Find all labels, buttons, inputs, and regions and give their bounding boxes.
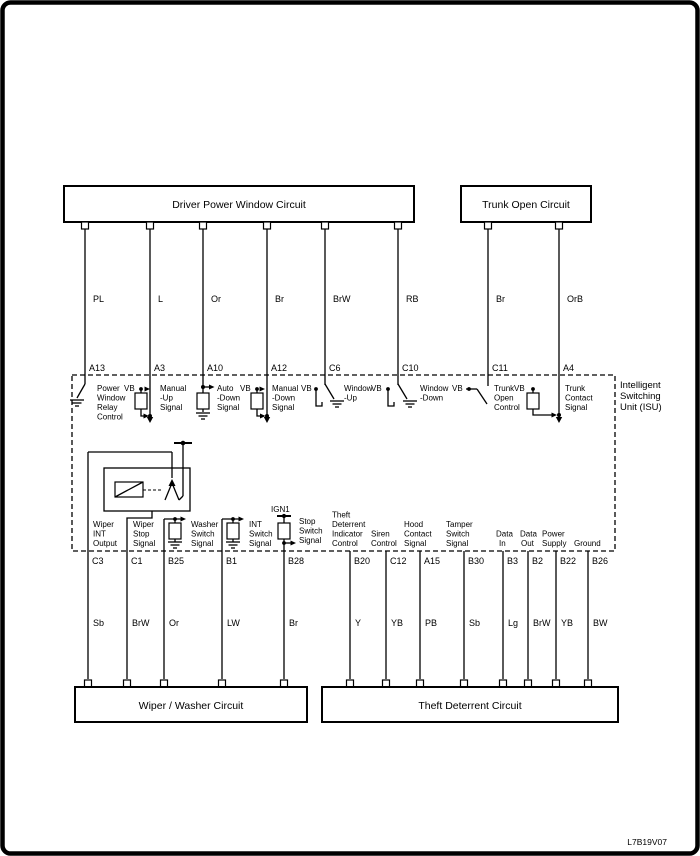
- driver-power-window-title: Driver Power Window Circuit: [172, 199, 306, 211]
- top-wire-a12: [240, 229, 298, 423]
- connector-pin: [417, 680, 424, 687]
- signal-label-line: Signal: [446, 539, 469, 548]
- bottom-wire-c3: [85, 452, 118, 687]
- connector-pin: [264, 222, 271, 229]
- signal-label-line: Wiper: [133, 520, 154, 529]
- signal-label-line: Window: [420, 384, 449, 393]
- signal-label-line: Signal: [217, 403, 240, 412]
- connector-pin: [553, 680, 560, 687]
- ign1-label: IGN1: [271, 505, 290, 514]
- connector-pin: [525, 680, 532, 687]
- wire-color-label: Or: [169, 618, 179, 628]
- signal-label-line: Trunk: [494, 384, 515, 393]
- terminal-label: C11: [492, 363, 508, 373]
- vb-label: VB: [514, 384, 525, 393]
- terminal-label: C6: [329, 363, 341, 373]
- signal-label-line: Window: [344, 384, 373, 393]
- terminal-label: B28: [288, 556, 305, 566]
- signal-label-line: Control: [494, 403, 520, 412]
- signal-label-line: Switch: [446, 529, 470, 539]
- signal-label-line: Power: [97, 384, 120, 393]
- connector-pin: [395, 222, 402, 229]
- ground-icon: [403, 401, 417, 407]
- isu-label: [620, 380, 662, 413]
- signal-label-line: In: [499, 539, 506, 548]
- relay-contact-icon: [165, 479, 183, 500]
- signal-label-line: Output: [93, 539, 118, 548]
- top-wire-a10: [196, 229, 240, 419]
- signal-label-line: Signal: [272, 403, 295, 412]
- terminal-label: B25: [168, 556, 185, 566]
- wire-color-label: Br: [275, 294, 284, 304]
- signal-label-line: Window: [97, 393, 126, 403]
- vb-label: VB: [301, 384, 312, 393]
- switch-contact: [316, 389, 322, 406]
- connector-pin: [485, 222, 492, 229]
- isu-label-line: Switching: [620, 391, 661, 402]
- arrow-right-icon: [552, 413, 558, 418]
- junction-dot: [467, 387, 471, 391]
- wire-color-label: Sb: [93, 618, 105, 628]
- junction-dot: [557, 413, 561, 417]
- terminal-label: B2: [532, 556, 544, 566]
- terminal-label: C1: [131, 556, 143, 566]
- signal-label-line: Theft: [332, 510, 351, 520]
- signal-label-line: Ground: [574, 539, 601, 548]
- terminal-label: B20: [354, 556, 371, 566]
- signal-label-line: Control: [371, 539, 397, 548]
- connector-pin: [461, 680, 468, 687]
- wire-color-label: BrW: [132, 618, 150, 628]
- isu-label-line: Intelligent: [620, 380, 661, 391]
- signal-label-line: INT: [93, 529, 106, 539]
- vb-label: VB: [452, 384, 463, 393]
- theft-deterrent-circuit-box: [322, 687, 618, 722]
- bottom-wire-b2: [520, 530, 551, 688]
- terminal-label: A15: [424, 556, 441, 566]
- wire-color-label: Y: [355, 618, 362, 628]
- vb-label: VB: [371, 384, 382, 393]
- bottom-wire-a15: [404, 520, 440, 687]
- signal-label-line: Signal: [133, 539, 156, 548]
- arrow-right-icon: [181, 517, 187, 522]
- wire-color-label: PB: [425, 618, 438, 628]
- terminal-label: A10: [207, 363, 224, 373]
- wire-color-label: RB: [406, 294, 419, 304]
- bottom-wire-b30: [446, 520, 484, 687]
- wire-color-label: Sb: [469, 618, 481, 628]
- connector-pin: [147, 222, 154, 229]
- top-wire-c6: [301, 229, 373, 407]
- bottom-wire-b22: [542, 530, 576, 688]
- ground-icon: [196, 413, 210, 419]
- terminal-label: B3: [507, 556, 519, 566]
- signal-label-line: Wiper: [93, 520, 114, 529]
- signal-label-line: -Up: [344, 393, 357, 403]
- signal-label-line: Signal: [249, 539, 272, 548]
- wire-color-label: BrW: [533, 618, 551, 628]
- wire-color-label: YB: [561, 618, 574, 628]
- signal-label-line: Trunk: [565, 384, 586, 393]
- switch-icon: [398, 384, 407, 399]
- terminal-label: A13: [89, 363, 106, 373]
- signal-label-line: Open: [494, 393, 514, 403]
- signal-label-line: Washer: [191, 520, 219, 529]
- signal-label-line: Signal: [191, 539, 214, 548]
- wiper-washer-circuit-box: [75, 687, 307, 722]
- resistor-icon: [527, 393, 539, 409]
- signal-label-line: Out: [521, 539, 534, 548]
- vb-label: VB: [124, 384, 135, 393]
- connector-pin: [585, 680, 592, 687]
- isu-label-line: Unit (ISU): [620, 402, 662, 413]
- top-wire-a3: [124, 229, 186, 423]
- terminal-label: C10: [402, 363, 419, 373]
- signal-label-line: -Down: [272, 393, 296, 403]
- connector-pin: [383, 680, 390, 687]
- signal-label-line: Control: [332, 539, 358, 548]
- signal-label-line: Signal: [565, 403, 588, 412]
- signal-label-line: Indicator: [332, 529, 363, 539]
- switch-icon: [325, 384, 334, 399]
- connector-pin: [124, 680, 131, 687]
- signal-label-line: Relay: [97, 403, 118, 412]
- signal-label-line: -Up: [160, 393, 173, 403]
- arrow-down-icon: [556, 417, 562, 423]
- terminal-label: A3: [154, 363, 166, 373]
- connector-pin: [82, 222, 89, 229]
- relay-assembly: [88, 441, 192, 511]
- signal-label-line: Supply: [542, 539, 567, 548]
- resistor-icon: [135, 393, 147, 409]
- connector-pin: [322, 222, 329, 229]
- connector-pin: [85, 680, 92, 687]
- signal-label-line: INT: [249, 520, 262, 529]
- switch-contact: [388, 389, 394, 406]
- signal-label-line: Power: [542, 529, 565, 539]
- terminal-label: C12: [390, 556, 407, 566]
- ground-icon: [330, 401, 344, 407]
- signal-label-line: Deterrent: [332, 520, 366, 529]
- signal-label-line: Control: [97, 412, 123, 422]
- wire-color-label: Or: [211, 294, 221, 304]
- wire-color-label: Br: [496, 294, 505, 304]
- trunk-open-circuit-box: [461, 186, 591, 229]
- terminal-label: B1: [226, 556, 238, 566]
- bottom-wire-c12: [371, 530, 407, 688]
- signal-label-line: Stop: [133, 529, 150, 539]
- switch-icon: [477, 389, 487, 404]
- resistor-icon: [197, 393, 209, 409]
- wire: [533, 409, 553, 415]
- signal-label-line: Siren: [371, 529, 390, 539]
- arrow-right-icon: [239, 517, 245, 522]
- connector-pin: [281, 680, 288, 687]
- signal-label-line: -Down: [420, 393, 444, 403]
- signal-label-line: Hood: [404, 520, 424, 529]
- trunk-open-title: Trunk Open Circuit: [482, 199, 570, 211]
- bottom-wire-b28: [271, 505, 323, 687]
- top-wire-a4: [514, 229, 593, 423]
- terminal-label: B30: [468, 556, 485, 566]
- wire-color-label: Lg: [508, 618, 519, 628]
- connector-pin: [219, 680, 226, 687]
- terminal-label: B22: [560, 556, 577, 566]
- signal-label-line: Data: [496, 529, 513, 539]
- signal-label-line: Signal: [160, 403, 183, 412]
- top-wire-c10: [371, 229, 449, 407]
- arrow-right-icon: [291, 541, 297, 546]
- signal-label-line: Contact: [404, 529, 432, 539]
- arrow-right-icon: [209, 385, 215, 390]
- terminal-label: A4: [563, 363, 575, 373]
- arrow-right-icon: [145, 387, 151, 392]
- junction-dot: [265, 414, 269, 418]
- wire-color-label: OrB: [567, 294, 584, 304]
- connector-pin: [347, 680, 354, 687]
- resistor-icon: [169, 523, 181, 539]
- signal-label-line: Stop: [299, 517, 316, 526]
- terminal-label: B26: [592, 556, 609, 566]
- bottom-wire-b26: [574, 539, 608, 687]
- signal-label-line: Auto: [217, 384, 234, 393]
- resistor-icon: [278, 523, 290, 539]
- wire-color-label: LW: [227, 618, 240, 628]
- wire-color-label: Br: [289, 618, 298, 628]
- wire-color-label: L: [158, 294, 164, 304]
- signal-label-line: Switch: [191, 529, 215, 539]
- connector-pin: [161, 680, 168, 687]
- top-wire-a13: [70, 229, 126, 422]
- signal-label-line: Contact: [565, 393, 593, 403]
- theft-deterrent-title: Theft Deterrent Circuit: [418, 700, 522, 712]
- page-border-frame: [3, 3, 698, 854]
- signal-label-line: -Down: [217, 393, 241, 403]
- wire-color-label: PL: [93, 294, 105, 304]
- signal-label-line: Switch: [299, 526, 323, 536]
- signal-label-line: Manual: [272, 384, 299, 393]
- signal-label-line: Switch: [249, 529, 273, 539]
- ground-icon: [226, 542, 240, 548]
- wire-color-label: BrW: [333, 294, 351, 304]
- connector-pin: [200, 222, 207, 229]
- wire-color-label: YB: [391, 618, 404, 628]
- wiper-washer-title: Wiper / Washer Circuit: [138, 700, 244, 712]
- bottom-wire-b3: [496, 530, 518, 688]
- connector-pin: [500, 680, 507, 687]
- signal-label-line: Manual: [160, 384, 187, 393]
- connector-pin: [556, 222, 563, 229]
- terminal-label: A12: [271, 363, 288, 373]
- bottom-wire-b1: [219, 517, 273, 688]
- arrow-right-icon: [260, 387, 266, 392]
- signal-label-line: Data: [520, 529, 537, 539]
- signal-label-line: Tamper: [446, 520, 473, 529]
- resistor-icon: [251, 393, 263, 409]
- vb-label: VB: [240, 384, 251, 393]
- bottom-wire-b25: [161, 517, 219, 688]
- terminal-label: C3: [92, 556, 104, 566]
- switch-icon: [77, 384, 85, 398]
- driver-power-window-circuit-box: [64, 186, 414, 229]
- wire-color-label: BW: [593, 618, 608, 628]
- signal-label-line: Signal: [404, 539, 427, 548]
- top-wire-c11: [452, 229, 520, 412]
- signal-label-line: Signal: [299, 536, 322, 545]
- bottom-wire-c1: [124, 511, 156, 687]
- bottom-wire-b20: [332, 511, 370, 688]
- diagram-code: L7B19V07: [627, 837, 667, 847]
- ground-icon: [168, 542, 182, 548]
- resistor-icon: [227, 523, 239, 539]
